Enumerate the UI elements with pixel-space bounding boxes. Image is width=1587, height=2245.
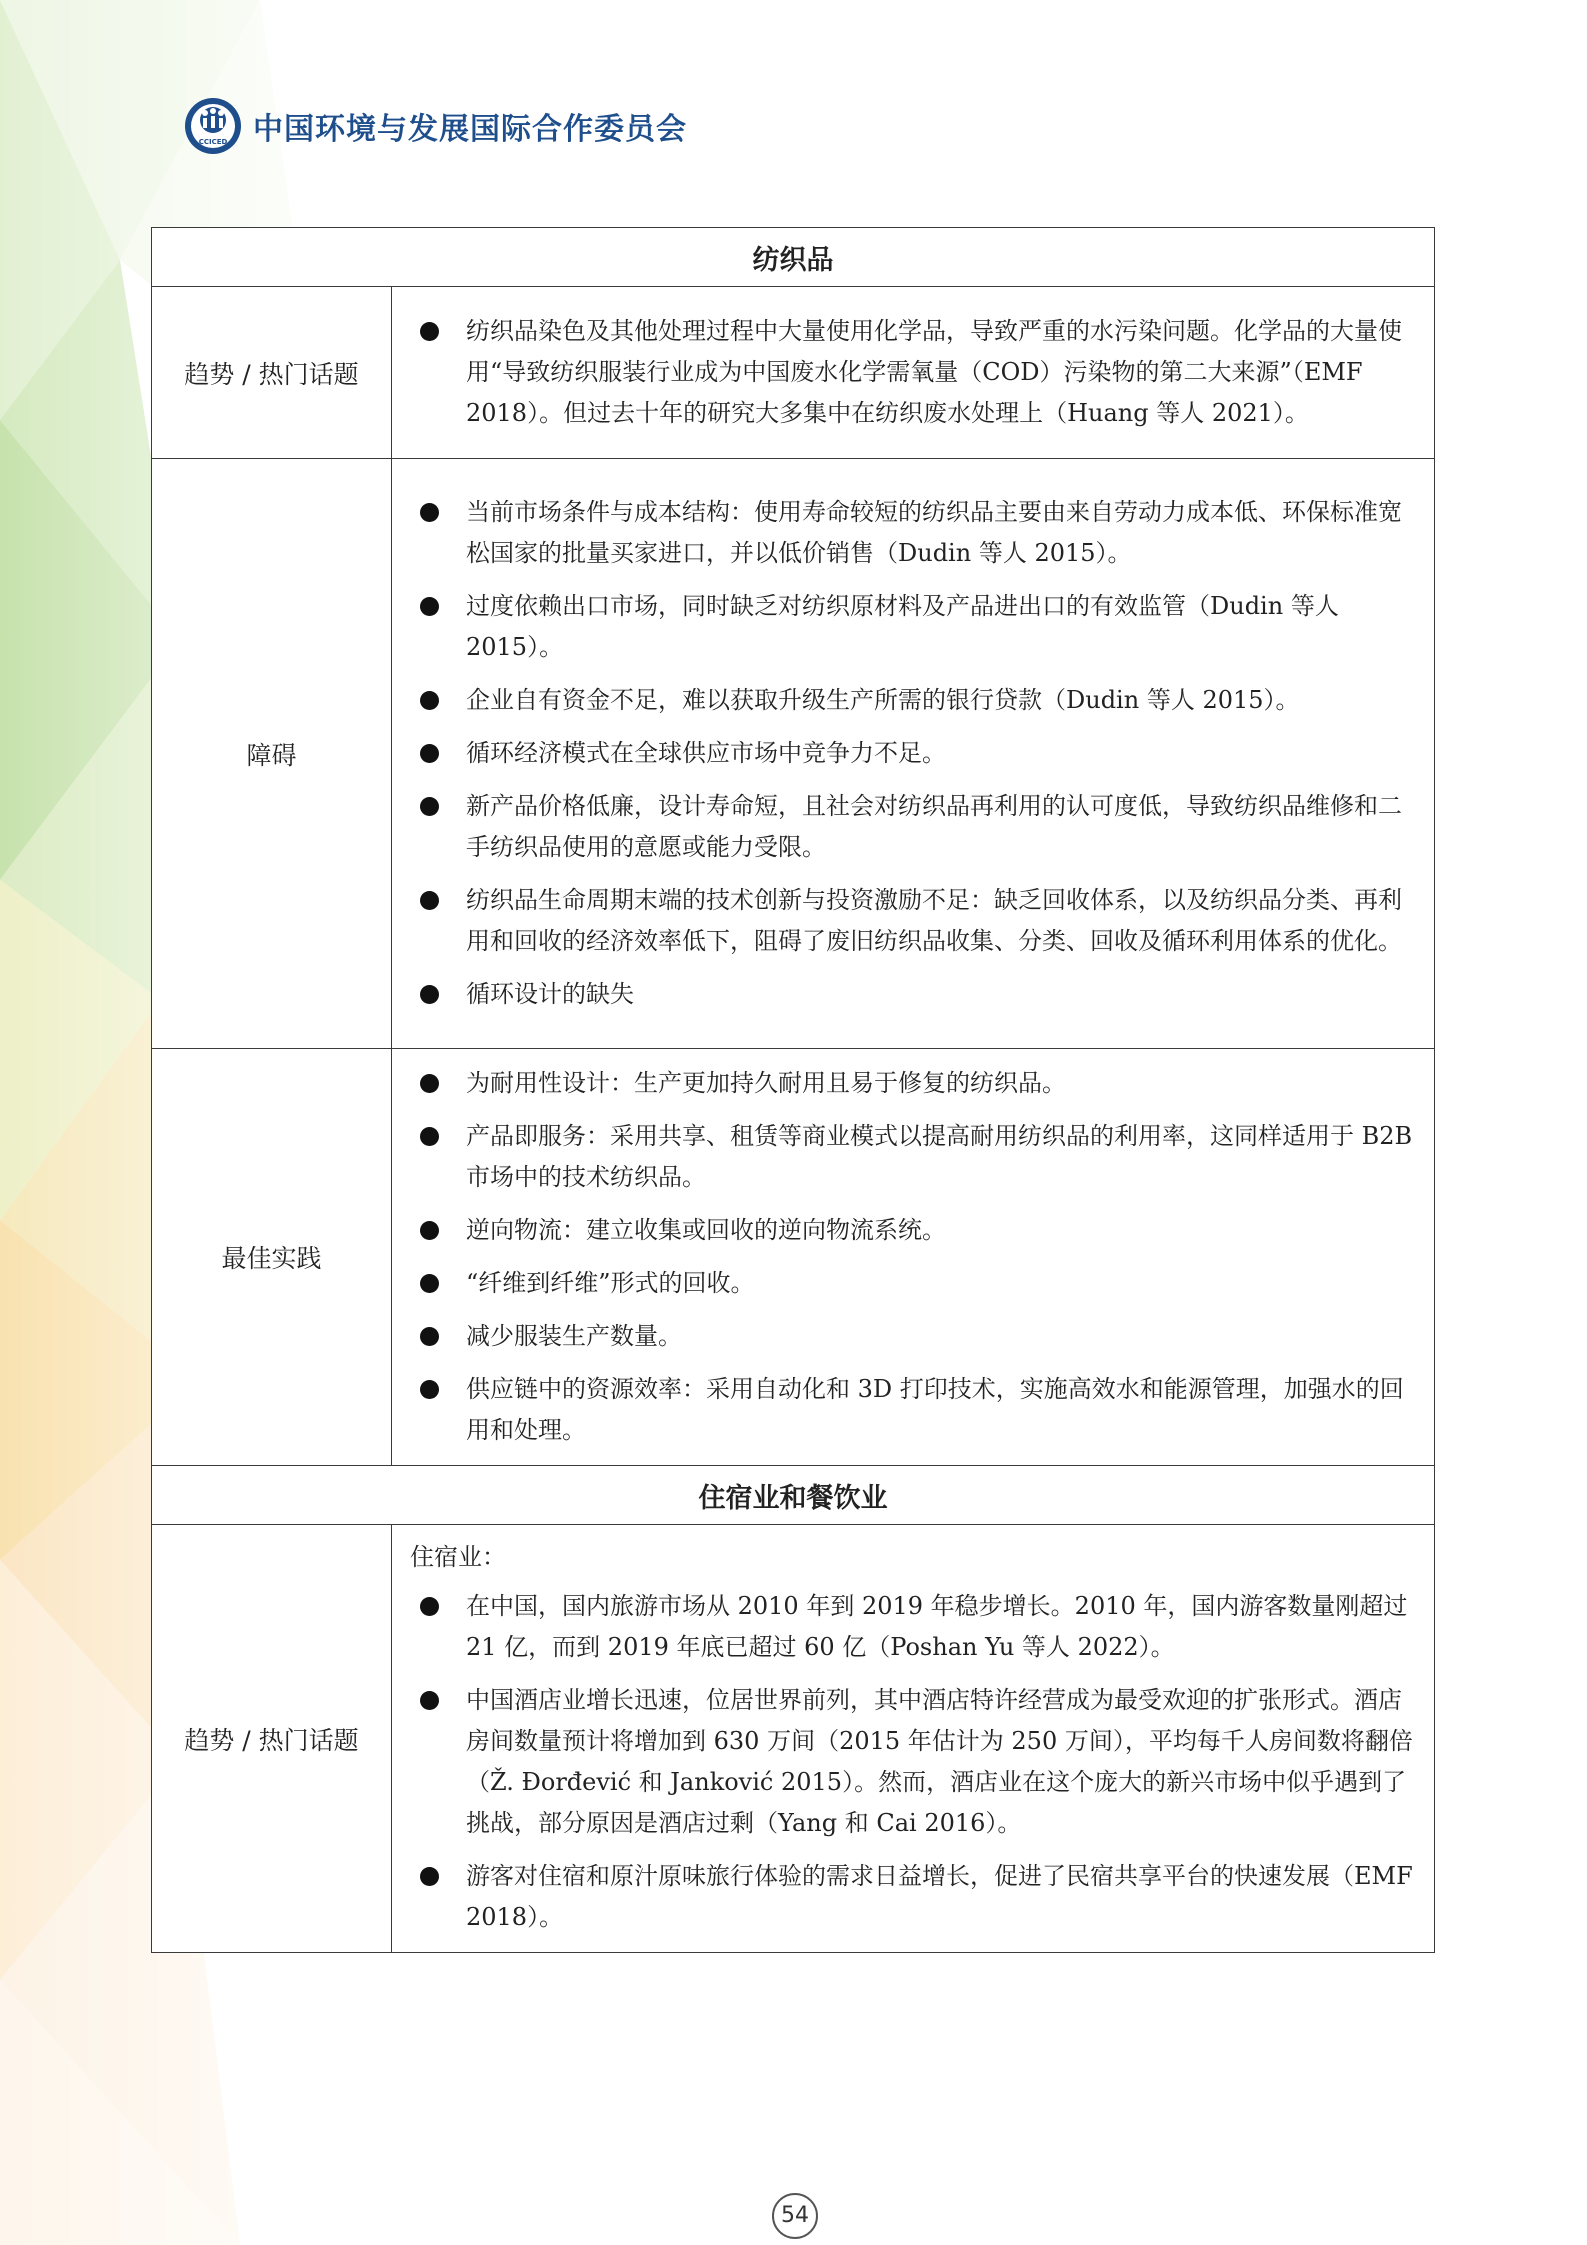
bullet-item: 纺织品染色及其他处理过程中大量使用化学品，导致严重的水污染问题。化学品的大量使用“导致纺织服装行业成为中国废水化学需氧量（COD）污染物的第二大来源”（EMF 2018）。但过去十年的研究大多集中在纺织废水处理上（Huang 等人 2021）。 bbox=[410, 311, 1420, 434]
bullet-item: 为耐用性设计：生产更加持久耐用且易于修复的纺织品。 bbox=[410, 1063, 1420, 1104]
bullet-icon bbox=[420, 1074, 439, 1093]
bullet-icon bbox=[420, 1221, 439, 1240]
subheading-accommodation: 住宿业： bbox=[410, 1543, 506, 1571]
bullet-icon bbox=[420, 503, 439, 522]
bullet-icon bbox=[420, 985, 439, 1004]
bullet-item: 减少服装生产数量。 bbox=[410, 1316, 1420, 1357]
bullet-item: 游客对住宿和原汁原味旅行体验的需求日益增长，促进了民宿共享平台的快速发展（EMF 2018）。 bbox=[410, 1856, 1420, 1938]
bullet-icon bbox=[420, 1867, 439, 1886]
bullet-item: 当前市场条件与成本结构：使用寿命较短的纺织品主要由来自劳动力成本低、环保标准宽松国家的批量买家进口，并以低价销售（Dudin 等人 2015）。 bbox=[410, 492, 1420, 574]
bullet-icon bbox=[420, 322, 439, 341]
bullet-icon bbox=[420, 1380, 439, 1399]
bullet-icon bbox=[420, 691, 439, 710]
row-label-barriers: 障碍 bbox=[152, 459, 392, 1049]
row-content-barriers bbox=[392, 459, 1435, 1049]
bullet-item: 逆向物流：建立收集或回收的逆向物流系统。 bbox=[410, 1210, 1420, 1251]
section-title-textiles: 纺织品 bbox=[152, 228, 1435, 287]
bullet-item: 中国酒店业增长迅速，位居世界前列，其中酒店特许经营成为最受欢迎的扩张形式。酒店房间数量预计将增加到 630 万间（2015 年估计为 250 万间），平均每千人房间数将翻倍（Ž. Đorđević 和 Janković 2015）。然而，酒店业在这个庞大的新兴市场中似乎遇到了挑战，部分原因是酒店过剩（Yang 和 Cai 2016）。 bbox=[410, 1680, 1420, 1844]
content-table bbox=[151, 227, 1435, 1953]
bullet-item: 产品即服务：采用共享、租赁等商业模式以提高耐用纺织品的利用率，这同样适用于 B2B 市场中的技术纺织品。 bbox=[410, 1116, 1420, 1198]
bullet-item: 过度依赖出口市场，同时缺乏对纺织原材料及产品进出口的有效监管（Dudin 等人 2015）。 bbox=[410, 586, 1420, 668]
bullet-item: “纤维到纤维”形式的回收。 bbox=[410, 1263, 1420, 1304]
bullet-icon bbox=[420, 744, 439, 763]
bullet-icon bbox=[420, 1597, 439, 1616]
page-number: 54 bbox=[772, 2193, 818, 2239]
cciced-logo-icon bbox=[183, 96, 243, 156]
bullet-icon bbox=[420, 1327, 439, 1346]
page-header bbox=[183, 96, 687, 156]
bullet-item: 企业自有资金不足，难以获取升级生产所需的银行贷款（Dudin 等人 2015）。 bbox=[410, 680, 1420, 721]
bullet-item: 纺织品生命周期末端的技术创新与投资激励不足：缺乏回收体系，以及纺织品分类、再利用和回收的经济效率低下，阻碍了废旧纺织品收集、分类、回收及循环利用体系的优化。 bbox=[410, 880, 1420, 962]
row-content-trends bbox=[392, 287, 1435, 459]
bullet-item: 循环经济模式在全球供应市场中竞争力不足。 bbox=[410, 733, 1420, 774]
bullet-icon bbox=[420, 1274, 439, 1293]
row-label-trends: 趋势 / 热门话题 bbox=[152, 287, 392, 459]
section-title-hospitality: 住宿业和餐饮业 bbox=[152, 1466, 1435, 1525]
svg-text:CCICED: CCICED bbox=[198, 138, 228, 146]
bullet-item: 循环设计的缺失 bbox=[410, 974, 1420, 1015]
bullet-icon bbox=[420, 891, 439, 910]
bullet-icon bbox=[420, 1127, 439, 1146]
row-content-best-practices bbox=[392, 1049, 1435, 1466]
bullet-icon bbox=[420, 1691, 439, 1710]
row-label-best-practices: 最佳实践 bbox=[152, 1049, 392, 1466]
bullet-item: 在中国，国内旅游市场从 2010 年到 2019 年稳步增长。2010 年，国内游客数量刚超过 21 亿，而到 2019 年底已超过 60 亿（Poshan Yu 等人 2022）。 bbox=[410, 1586, 1420, 1668]
row-content-trends-hospitality bbox=[392, 1525, 1435, 1953]
organization-name: 中国环境与发展国际合作委员会 bbox=[253, 112, 687, 147]
bullet-icon bbox=[420, 797, 439, 816]
bullet-item: 新产品价格低廉，设计寿命短，且社会对纺织品再利用的认可度低，导致纺织品维修和二手纺织品使用的意愿或能力受限。 bbox=[410, 786, 1420, 868]
bullet-item: 供应链中的资源效率：采用自动化和 3D 打印技术，实施高效水和能源管理，加强水的回用和处理。 bbox=[410, 1369, 1420, 1451]
row-label-trends-hospitality: 趋势 / 热门话题 bbox=[152, 1525, 392, 1953]
bullet-icon bbox=[420, 597, 439, 616]
